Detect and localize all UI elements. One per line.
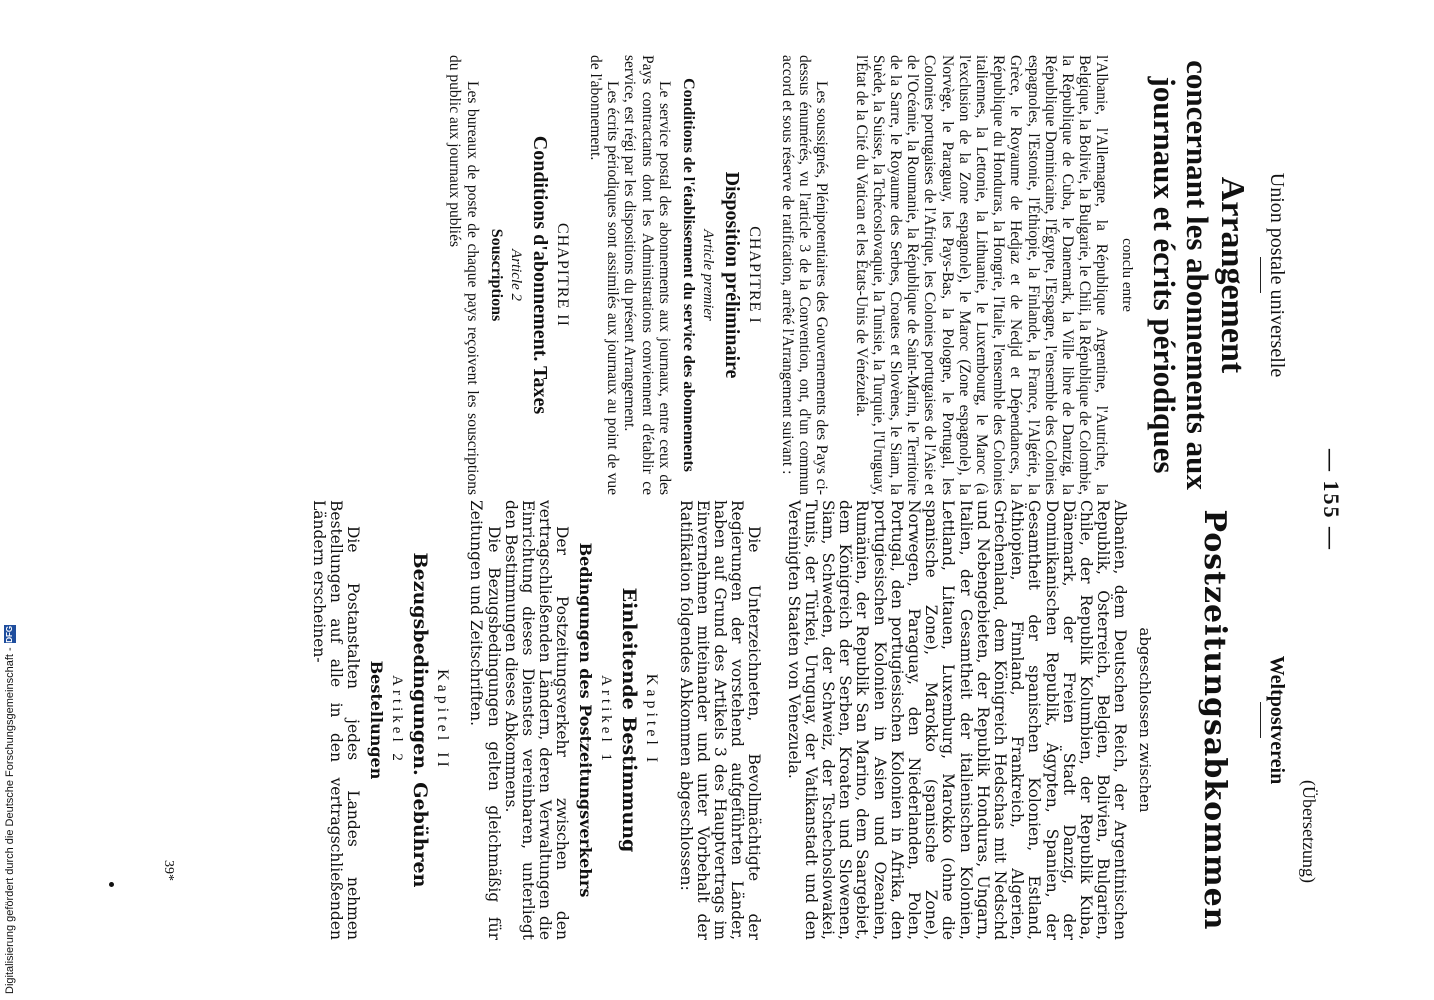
de-chapter-1-title: Einleitende Bestimmung [618,587,641,853]
de-title: Postzeitungsabkommen [1197,509,1232,931]
fr-article-1-title: Conditions de l'établissement du service des abonnements [679,78,697,472]
de-preamble: Die Unterzeichneten, Bevollmächtigte der Regierungen der vorstehend aufgeführten Länder, haben auf Grund des Artikels 3 des Hauptvertrags im Einvernehmen miteinander und unter Vorbehalt der Ratifikation folgendes Abkommen abgeschlossen: [676,500,764,940]
fr-chapter-2-label: CHAPITRE II [553,223,571,327]
folio-mark: 39* [161,860,176,881]
de-concluded: abgeschlossen zwischen [1136,627,1155,813]
dfg-logo-icon: DFG [5,625,14,643]
digitization-credit-text: Digitalisierung gefördert durch die Deutsche Forschungsgemeinschaft - [4,647,16,994]
fr-concluded: conclu entre [1119,238,1136,312]
digitization-credit [0,574,20,1000]
fr-title: Arrangement [1214,176,1251,374]
de-chapter-2-label: Kapitel II [434,669,452,771]
de-chapter-1-label: Kapitel I [643,673,661,767]
de-article-1-title: Bedingungen des Postzeitungsverkehrs [576,542,596,898]
fr-chapter-2-title: Conditions d'abonnement. Taxes [528,135,551,415]
de-article-2-label: Artikel 2 [389,675,406,765]
fr-preamble: Les soussignés, Plénipotentiaires des Gouvernements des Pays ci-dessus énumérés, vu l'article 3 de la Convention, ont, d'un commun accord et sous réserve de ratification, arrêté l'Arrangement suivant : [778,55,831,495]
german-column [310,500,1294,940]
fr-article-2-para-1: Les bureaux de poste de chaque pays reçoivent les souscriptions du public aux journaux publiés [446,55,481,495]
de-parties: Albanien, dem Deutschen Reich, der Argentinischen Republik, Österreich, Belgien, Bolivien, Bulgarien, Chile, der Republik Kolumbien, der Republik Kuba, Dänemark, der Freien Stadt Danzig, der Dominikanischen Republik, Ägypten, Spanien, der Gesamtheit der spanischen Kolonien, Estland, Äthiopien, Finnland, Frankreich, Algerien, Griechenland, dem Königreich Hedschas mit Nedschd und Nebengebieten, der Republik Honduras, Ungarn, Italien, der Gesamtheit der italienischen Kolonien, Lettland, Litauen, Luxemburg, Marokko (ohne die spanische Zone), Marokko (spanische Zone), Norwegen, Paraguay, den Niederlanden, Polen, Portugal, den portugiesischen Kolonien in Afrika, den portugiesischen Kolonien in Asien und Ozeanien, Rumänien, der Republik San Marino, dem Saargebiet, dem Königreich der Serben, Kroaten und Slowenen, Siam, Schweden, der Schweiz, der Tschechoslowakei, Tunis, der Türkei, Uruguay, der Vatikanstadt und den Vereinigten Staaten von Venezuela. [784,500,1130,940]
de-article-2-para-1: Die Postanstalten jedes Landes nehmen Bestellungen auf alle in den vertragschließenden Ländern erscheinen- [309,500,363,940]
de-article-1-label: Artikel 1 [598,675,615,765]
ink-dot [109,882,114,887]
de-article-2-title: Bestellungen [367,660,387,780]
de-chapter-2-title: Bezugsbedingungen. Gebühren [409,552,432,888]
fr-article-1-label: Article premier [699,229,716,321]
fr-article-2-label: Article 2 [507,248,524,302]
fr-article-1-para-1: Le service postal des abonnements aux journaux, entre ceux des Pays contractants dont les Administrations conviennent d'établir ce service, est régi par les dispositions du présent Arrangement. [621,55,673,495]
fr-subtitle-2: journaux et écrits périodiques [1146,76,1182,474]
fr-article-1-para-2: Les écrits périodiques sont assimilés aux journaux au point de vue de l'abonnement. [586,55,622,495]
fr-parties: l'Albanie, l'Allemagne, la République Argentine, l'Autriche, la Belgique, la Bolivie, la Bulgarie, le Chili, la République de Colombie, la République de Cuba, le Danemark, la Ville libre de Dantzig, la République Dominicaine, l'Égypte, l'Espagne, l'ensemble des Colonies espagnoles, l'Estonie, l'Éthiopie, la Finlande, la France, l'Algérie, la Grèce, le Royaume de Hedjaz et de Nedjd et Dépendances, la République du Honduras, la Hongrie, l'Italie, l'ensemble des Colonies italiennes, la Lettonie, la Lithuanie, le Luxembourg, le Maroc (à l'exclusion de la Zone espagnole), le Maroc (Zone espagnole), la Norvège, le Paraguay, les Pays-Bas, la Pologne, le Portugal, les Colonies portugaises de l'Afrique, les Colonies portugaises de l'Asie et de l'Océanie, la Roumanie, la République de Saint-Marin, le Territoire de la Sarre, le Royaume des Serbes, Croates et Slovènes, le Siam, la Suède, la Suisse, la Tchécoslovaquie, la Tunisie, la Turquie, l'Uruguay, l'État de la Cité du Vatican et les États-Unis de Vénézuéla. [852,55,1111,495]
french-column [446,55,1294,495]
fr-chapter-1-title: Disposition préliminaire [720,171,743,379]
de-rule [1260,702,1261,738]
de-article-1-para-2: Die Bezugsbedingungen gelten gleichmäßig für Zeitungen und Zeitschriften. [467,500,503,940]
page-number: — 155 — [1319,449,1344,551]
translation-note: (Übersetzung) [1299,780,1319,883]
fr-subtitle-1: concernant les abonnements aux [1180,60,1216,490]
de-article-1-para-1: Der Postzeitungsverkehr zwischen den vertragschließenden Ländern, deren Verwaltungen die Einrichtung dieses Dienstes vereinbaren, unterliegt den Bestimmungen dieses Abkommens. [501,500,572,940]
fr-rule [1260,257,1261,293]
fr-chapter-1-label: CHAPITRE I [745,226,763,324]
de-organization: Weltpostverein [1266,655,1288,785]
fr-organization: Union postale universelle [1266,172,1288,378]
fr-article-2-title: Souscriptions [487,228,505,322]
